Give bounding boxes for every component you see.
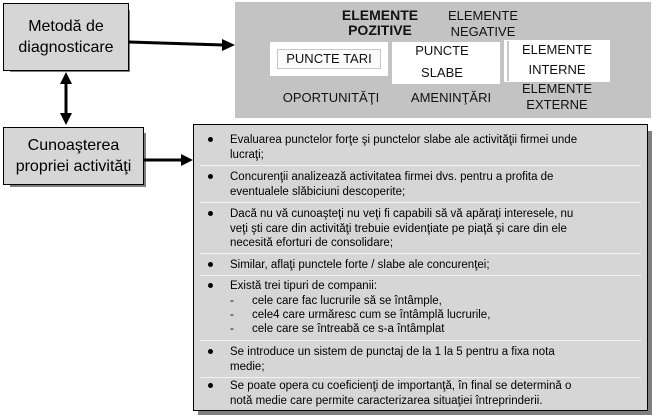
elemente-externe-line-2: EXTERNE (526, 97, 588, 112)
elemente-interne-line-2: INTERNE (528, 62, 586, 77)
sub-item (230, 322, 639, 337)
puncte-tari-label: PUNCTE TARI (286, 51, 372, 66)
bullet-4-line-1: Similar, aflaţi punctele forte / slabe ale concurenţei; (230, 259, 490, 271)
elemente-negative-label (436, 8, 530, 40)
arrow-double-vertical (60, 72, 72, 125)
sub-item-text: cele care se întreabă ce s-a întâmplat (252, 323, 445, 335)
puncte-slabe-line-2: SLABE (421, 65, 463, 80)
elemente-negative-line-2: NEGATIVE (450, 24, 516, 39)
bullet-dot (208, 283, 213, 288)
sub-dash: - (230, 323, 234, 335)
oportunitati-label: OPORTUNITĂŢI (282, 90, 380, 105)
bullet-dot (208, 349, 213, 354)
bullet-2-line-1: Concurenţii analizează activitatea firmei dvs. pentru a profita de (230, 171, 554, 183)
bullet-6-line-2: medie; (230, 360, 265, 373)
elemente-negative-line-1: ELEMENTE (447, 8, 519, 23)
metoda-line-1: Metodă de (28, 18, 104, 35)
sub-dash: - (230, 295, 234, 307)
elemente-interne-label (506, 40, 608, 80)
bullet-6-line-1: Se introduce un sistem de punctaj de la 1 la 5 pentru a fixa nota (230, 346, 555, 358)
bullet-2-line-2: eventualele slăbiciuni descoperite; (230, 185, 406, 198)
bullet-dot (208, 383, 213, 388)
sub-item (230, 294, 639, 309)
elemente-externe-line-1: ELEMENTE (521, 81, 593, 96)
bullet-7-line-2: notă medie care permite caracterizarea situaţiei întreprinderii. (230, 394, 543, 407)
puncte-slabe-line-1: PUNCTE (415, 43, 469, 58)
sub-dash: - (230, 309, 234, 321)
bullet-3-line-2: veţi şti care din activităţi trebuie evidenţiate pe piaţă şi care din ele (230, 222, 567, 235)
metoda-line-2: diagnosticare (18, 39, 114, 56)
elemente-pozitive-label (328, 8, 432, 38)
puncte-slabe-label (392, 40, 492, 84)
separator (200, 275, 641, 276)
bullet-7-line-1: Se poate opera cu coeficienţi de importanţă, în final se determină o (230, 380, 572, 392)
bullet-dot (208, 174, 213, 179)
elemente-pozitive-line-1: ELEMENTE (341, 7, 419, 23)
arrow-cunoasterea-to-list (144, 154, 193, 166)
bullet-1-line-1: Evaluarea punctelor forţe şi punctelor slabe ale activităţii firmei unde (230, 134, 578, 146)
elemente-interne-line-1: ELEMENTE (521, 42, 593, 57)
arrow-metoda-to-swot (129, 39, 235, 51)
separator (200, 202, 641, 203)
separator (200, 165, 641, 166)
bullet-3-line-3: necesită eforturi de consolidare; (230, 237, 394, 249)
bullet-1-line-2: lucraţi; (230, 148, 264, 161)
bullet-3-line-1: Dacă nu vă cunoaşteţi nu veţi fi capabili să vă apăraţi interesele, nu (230, 208, 574, 220)
sub-item-text: cele care fac lucrurile să se întâmple, (252, 295, 442, 307)
sub-item-text: cele4 care urmăresc cum se întâmplă lucrurile, (252, 309, 491, 321)
cunoasterea-line-1: Cunoaşterea (27, 137, 120, 154)
separator (200, 377, 641, 378)
elemente-externe-label (506, 81, 608, 113)
elemente-pozitive-line-2: POZITIVE (348, 22, 412, 38)
separator (200, 253, 641, 254)
cunoasterea-line-2: propriei activităţi (15, 158, 132, 175)
separator (200, 340, 641, 341)
bullet-list-box (193, 124, 648, 411)
bullet-dot (208, 262, 213, 267)
bullet-dot (208, 211, 213, 216)
sub-item (230, 308, 639, 323)
bullet-dot (208, 137, 213, 142)
amenintari-label: AMENINŢĂRI (410, 90, 492, 105)
bullet-5-line-1: Există trei tipuri de companii: (230, 280, 378, 292)
